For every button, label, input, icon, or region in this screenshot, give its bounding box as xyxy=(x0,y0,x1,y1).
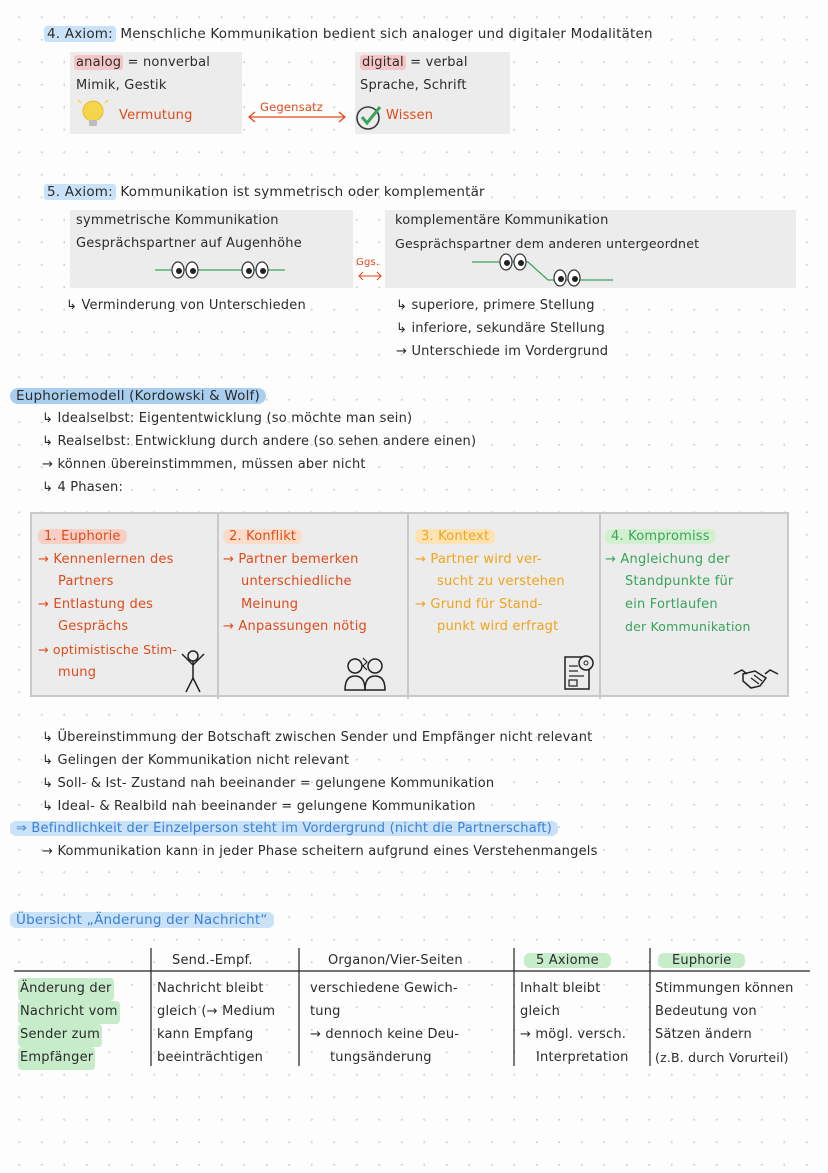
cell-line: verschiedene Gewich- xyxy=(310,981,458,996)
curved-arrow-icon: ↳ xyxy=(396,321,408,336)
phase-cell-konflikt xyxy=(217,514,409,699)
phase-line: punkt wird erfragt xyxy=(437,619,559,635)
conclusion xyxy=(10,821,558,836)
euphoria-point-3 xyxy=(42,457,366,472)
conclusion-sub-text: Kommunikation kann in jeder Phase scheitern aufgrund eines Verstehenmangels xyxy=(57,844,598,859)
cell-line: Interpretation xyxy=(536,1050,629,1065)
phase-line: Gesprächs xyxy=(58,619,129,635)
euphoria-point-1-text: Idealselbst: Eigententwicklung (so möchte man sein) xyxy=(57,411,413,426)
phase-title xyxy=(223,526,405,549)
phase-title xyxy=(415,526,597,549)
euphoria-point-4 xyxy=(42,480,123,495)
curved-arrow-icon: ↳ xyxy=(396,298,408,313)
phase-title-text: 2. Konflikt xyxy=(223,529,302,544)
axiom5-title-text: Kommunikation ist symmetrisch oder komplementär xyxy=(120,184,485,200)
analog-line xyxy=(74,55,210,70)
digital-line xyxy=(360,55,468,70)
axiom4-number: 4. Axiom: xyxy=(44,26,116,42)
overview-header-sendempf: Send.-Empf. xyxy=(172,953,253,968)
after-point-4 xyxy=(42,799,476,814)
cell-line: tung xyxy=(310,1004,341,1019)
row-label-line: Sender zum xyxy=(18,1024,102,1047)
complementary-title: komplementäre Kommunikation xyxy=(395,213,609,228)
after-point-2 xyxy=(42,753,349,768)
symmetric-note-text: Verminderung von Unterschieden xyxy=(81,298,306,313)
row-label-line: Nachricht vom xyxy=(18,1001,120,1024)
phase-title-text: 1. Euphorie xyxy=(38,529,127,544)
cell-line: tungsänderung xyxy=(330,1050,432,1065)
complementary-note-1-text: superiore, primere Stellung xyxy=(411,298,595,313)
overview-header-axiome: 5 Axiome xyxy=(524,953,611,968)
phase-line: sucht zu verstehen xyxy=(437,574,565,590)
after-point-3-text: Soll- & Ist- Zustand nah beeinander = gelungene Kommunikation xyxy=(57,776,495,791)
analog-equation: = nonverbal xyxy=(127,55,211,70)
phase-line: ein Fortlaufen xyxy=(625,596,718,612)
cell-line: Sätzen ändern xyxy=(655,1027,752,1042)
phase-cell-euphorie xyxy=(32,514,219,699)
phase-line: → Partner bemerken xyxy=(223,551,359,567)
phase-title-text: 4. Kompromiss xyxy=(605,529,716,544)
digital-equation: = verbal xyxy=(410,55,468,70)
cell-line: Bedeutung von xyxy=(655,1004,757,1019)
curved-arrow-icon: ↳ xyxy=(66,298,78,313)
arrow-right-icon: → xyxy=(396,344,408,359)
after-point-4-text: Ideal- & Realbild nah beeinander = gelungene Kommunikation xyxy=(57,799,476,814)
after-point-2-text: Gelingen der Kommunikation nicht relevant xyxy=(57,753,350,768)
double-arrow-icon xyxy=(246,110,348,124)
overview-header-organon: Organon/Vier-Seiten xyxy=(328,953,463,968)
complementary-note-2 xyxy=(396,321,605,336)
arrow-right-icon: → xyxy=(42,457,54,472)
curved-arrow-icon: ↳ xyxy=(42,480,54,495)
row-label-line: Empfänger xyxy=(18,1047,95,1070)
phase-title-text: 3. Kontext xyxy=(415,529,495,544)
complementary-note-3-text: Unterschiede im Vordergrund xyxy=(411,344,609,359)
overview-title: Übersicht „Änderung der Nachricht“ xyxy=(10,912,274,928)
ggs-label: Ggs. xyxy=(356,257,380,268)
phase-line: → optimistische Stim- xyxy=(38,641,178,657)
phase-title xyxy=(605,526,787,549)
after-point-1 xyxy=(42,730,592,745)
row-label-line: Änderung der xyxy=(18,978,114,1001)
complementary-eyes-icon xyxy=(468,252,618,290)
cell-line: → mögl. versch. xyxy=(520,1027,627,1042)
overview-header-euphorie: Euphorie xyxy=(658,953,745,968)
phase-line: Partners xyxy=(58,574,114,590)
complementary-desc: Gesprächspartner dem anderen untergeordnet xyxy=(395,236,700,251)
conclusion-sub xyxy=(42,844,598,859)
digital-word: digital xyxy=(362,55,404,70)
phase-cell-kompromiss xyxy=(599,514,787,699)
phase-line: mung xyxy=(58,664,97,680)
phase-line: → Grund für Stand- xyxy=(415,596,543,612)
digital-examples: Sprache, Schrift xyxy=(360,78,467,93)
cell-line: beeinträchtigen xyxy=(157,1050,264,1065)
conclusion-text: ⇒ Befindlichkeit der Einzelperson steht im Vordergrund (nicht die Partnerschaft) xyxy=(16,821,552,836)
digital-result: Wissen xyxy=(386,108,434,123)
curved-arrow-icon: ↳ xyxy=(42,776,54,791)
complementary-note-2-text: inferiore, sekundäre Stellung xyxy=(411,321,605,336)
ggs-arrow-icon xyxy=(357,270,383,280)
analog-result: Vermutung xyxy=(119,108,193,123)
complementary-note-1 xyxy=(396,298,595,313)
arrow-right-icon: → xyxy=(42,844,54,859)
document-search-icon xyxy=(562,652,596,694)
contrast-label: Gegensatz xyxy=(260,100,324,114)
axiom4-title-text: Menschliche Kommunikation bedient sich analoger und digitaler Modalitäten xyxy=(120,26,653,42)
cell-line: → dennoch keine Deu- xyxy=(310,1027,460,1042)
phase-line: → Partner wird ver- xyxy=(415,551,542,567)
phase-line: unterschiedliche xyxy=(241,574,352,590)
euphoria-point-4-text: 4 Phasen: xyxy=(57,480,124,495)
cell-line: gleich (→ Medium xyxy=(157,1004,276,1019)
phase-cell-kontext xyxy=(407,514,601,699)
complementary-note-3 xyxy=(396,344,608,359)
cell-line: Inhalt bleibt xyxy=(520,981,601,996)
cell-line: (z.B. durch Vorurteil) xyxy=(655,1050,789,1065)
symmetric-title: symmetrische Kommunikation xyxy=(76,213,279,228)
euphoria-point-3-text: können übereinstimmmen, müssen aber nicht xyxy=(57,457,366,472)
axiom4-title xyxy=(44,26,653,42)
phase-line: → Anpassungen nötig xyxy=(223,619,367,635)
axiom5-title xyxy=(44,184,485,200)
analog-word: analog xyxy=(76,55,122,70)
curved-arrow-icon: ↳ xyxy=(42,411,54,426)
phase-title xyxy=(38,526,214,549)
euphoria-point-1 xyxy=(42,411,412,426)
cell-line: kann Empfang xyxy=(157,1027,254,1042)
cell-line: Nachricht bleibt xyxy=(157,981,264,996)
cell-line: gleich xyxy=(520,1004,561,1019)
phase-line: → Angleichung der xyxy=(605,551,730,567)
curved-arrow-icon: ↳ xyxy=(42,730,54,745)
curved-arrow-icon: ↳ xyxy=(42,434,54,449)
curved-arrow-icon: ↳ xyxy=(42,799,54,814)
euphoria-point-2 xyxy=(42,434,476,449)
after-point-1-text: Übereinstimmung der Botschaft zwischen Sender und Empfänger nicht relevant xyxy=(57,730,593,745)
euphoria-point-2-text: Realselbst: Entwicklung durch andere (so sehen andere einen) xyxy=(57,434,477,449)
analog-examples: Mimik, Gestik xyxy=(76,78,167,93)
cell-line: Stimmungen können xyxy=(655,981,794,996)
phase-line: → Entlastung des xyxy=(38,596,154,612)
two-people-conflict-icon xyxy=(343,656,387,692)
phase-line: Standpunkte für xyxy=(625,574,734,590)
symmetric-eyes-icon xyxy=(150,256,290,284)
axiom5-number: 5. Axiom: xyxy=(44,184,116,200)
person-cheering-icon xyxy=(178,648,208,696)
symmetric-note xyxy=(66,298,306,313)
phase-line: Meinung xyxy=(241,596,299,612)
phases-table xyxy=(30,512,789,697)
euphoria-title: Euphoriemodell (Kordowski & Wolf) xyxy=(10,388,266,404)
symmetric-desc: Gesprächspartner auf Augenhöhe xyxy=(76,236,302,251)
after-point-3 xyxy=(42,776,494,791)
lightbulb-icon xyxy=(77,98,109,130)
phase-line: der Kommunikation xyxy=(625,619,751,635)
curved-arrow-icon: ↳ xyxy=(42,753,54,768)
phase-line: → Kennenlernen des xyxy=(38,551,174,567)
checkmark-icon xyxy=(355,103,383,131)
handshake-icon xyxy=(733,664,779,692)
